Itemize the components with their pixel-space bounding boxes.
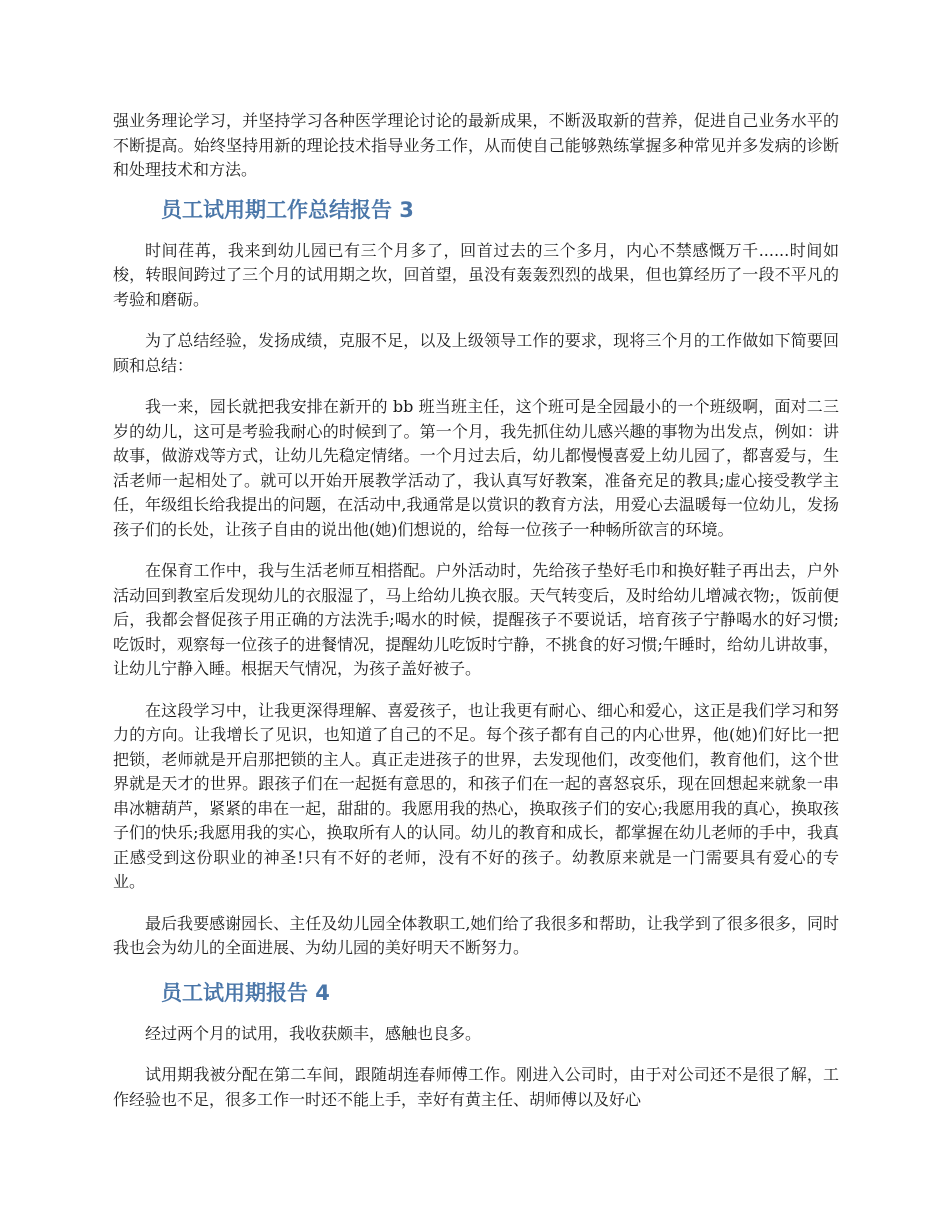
section-3-paragraph: 在保育工作中，我与生活老师互相搭配。户外活动时，先给孩子垫好毛巾和换好鞋子再出去，户外活动回到教室后发现幼儿的衣服湿了，马上给幼儿换衣服。天气转变后，及时给幼儿增减衣物;，饭前便后，我都会督促孩子用正确的方法洗手;喝水的时候，提醒孩子不要说话，培育孩子宁静喝水的好习惯;吃饭时，观察每一位孩子的进餐情况，提醒幼儿吃饭时宁静，不挑食的好习惯;午睡时，给幼儿讲故事，让幼儿宁静入睡。根据天气情况，为孩子盖好被子。 <box>113 561 839 678</box>
section-4-heading: 员工试用期报告 4 <box>161 980 330 1005</box>
section-3-paragraph: 为了总结经验，发扬成绩，克服不足，以及上级领导工作的要求，现将三个月的工作做如下简要回顾和总结： <box>113 331 839 375</box>
document-page <box>113 109 839 1129</box>
section-4-paragraph: 经过两个月的试用，我收获颇丰，感触也良多。 <box>145 1023 482 1043</box>
section-3-paragraph: 时间荏苒，我来到幼儿园已有三个月多了，回首过去的三个多月，内心不禁感慨万千......时间如梭，转眼间跨过了三个月的试用期之坎，回首望，虽没有轰轰烈烈的战果，但也算经历了一段不平凡的考验和磨砺。 <box>113 240 839 309</box>
section-3-paragraph: 在这段学习中，让我更深得理解、喜爱孩子，也让我更有耐心、细心和爱心，这正是我们学习和努力的方向。让我增长了见识，也知道了自己的不足。每个孩子都有自己的内心世界，他(她)们好比一把把锁，老师就是开启那把锁的主人。真正走进孩子的世界，去发现他们，改变他们，教育他们，这个世界就是天才的世界。跟孩子们在一起挺有意思的，和孩子们在一起的喜怒哀乐，现在回想起来就象一串串冰糖葫芦，紧紧的串在一起，甜甜的。我愿用我的热心，换取孩子们的安心;我愿用我的真心，换取孩子们的快乐;我愿用我的实心，换取所有人的认同。幼儿的教育和成长，都掌握在幼儿老师的手中，我真正感受到这份职业的神圣!只有不好的老师，没有不好的孩子。幼教原来就是一门需要具有爱心的专业。 <box>113 700 839 891</box>
section-4-paragraph: 试用期我被分配在第二车间，跟随胡连春师傅工作。刚进入公司时，由于对公司还不是很了解，工作经验也不足，很多工作一时还不能上手，幸好有黄主任、胡师傅以及好心 <box>113 1065 839 1109</box>
continuation-paragraph: 强业务理论学习，并坚持学习各种医学理论讨论的最新成果，不断汲取新的营养，促进自己业务水平的不断提高。始终坚持用新的理论技术指导业务工作，从而使自己能够熟练掌握多种常见并多发病的诊断和处理技术和方法。 <box>113 111 839 179</box>
section-3-heading: 员工试用期工作总结报告 3 <box>161 197 414 222</box>
section-3-paragraph: 最后我要感谢园长、主任及幼儿园全体教职工,她们给了我很多和帮助，让我学到了很多很多，同时我也会为幼儿的全面进展、为幼儿园的美好明天不断努力。 <box>113 913 839 957</box>
section-3-paragraph: 我一来，园长就把我安排在新开的 bb 班当班主任，这个班可是全园最小的一个班级啊，面对二三岁的幼儿，这可是考验我耐心的时候到了。第一个月，我先抓住幼儿感兴趣的事物为出发点，例如：讲故事，做游戏等方式，让幼儿先稳定情绪。一个月过去后，幼儿都慢慢喜爱上幼儿园了，都喜爱与，生活老师一起相处了。就可以开始开展教学活动了，我认真写好教案，准备充足的教具;虚心接受教学主任，年级组长给我提出的问题，在活动中,我通常是以赏识的教育方法，用爱心去温暖每一位幼儿，发扬孩子们的长处，让孩子自由的说出他(她)们想说的，给每一位孩子一种畅所欲言的环境。 <box>113 397 839 539</box>
